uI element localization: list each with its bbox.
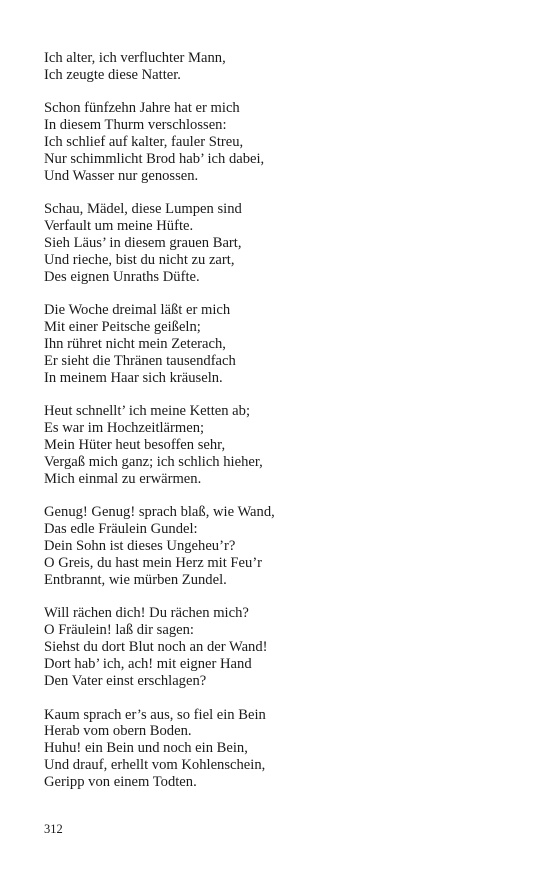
poem-line: Schau, Mädel, diese Lumpen sind (44, 201, 242, 218)
stanza-2 (44, 100, 524, 185)
poem-line: Geripp von einem Todten. (44, 774, 197, 791)
poem-line: Kaum sprach er’s aus, so fiel ein Bein (44, 706, 266, 723)
poem-line: Dein Sohn ist dieses Ungeheu’r? (44, 538, 236, 555)
poem-line: Siehst du dort Blut noch an der Wand! (44, 639, 268, 656)
poem-line: Genug! Genug! sprach blaß, wie Wand, (44, 504, 275, 521)
poem-line: Sieh Läus’ in diesem grauen Bart, (44, 235, 242, 252)
poem-text (44, 50, 524, 808)
poem-line: Und Wasser nur genossen. (44, 167, 199, 184)
poem-line: O Greis, du hast mein Herz mit Feu’r (44, 555, 263, 572)
poem-line: Den Vater einst erschlagen? (44, 673, 207, 690)
poem-line: Entbrannt, wie mürben Zundel. (44, 572, 227, 589)
poem-line: Mit einer Peitsche geißeln; (44, 319, 201, 336)
poem-line: Vergaß mich ganz; ich schlich hieher, (44, 454, 263, 471)
poem-line: Ihn rühret nicht mein Zeterach, (44, 336, 226, 353)
poem-line: Das edle Fräulein Gundel: (44, 521, 198, 538)
poem-line: O Fräulein! laß dir sagen: (44, 622, 194, 639)
poem-line: In diesem Thurm verschlossen: (44, 117, 227, 134)
poem-line: Des eignen Unraths Düfte. (44, 268, 200, 285)
poem-line: In meinem Haar sich kräuseln. (44, 370, 223, 386)
poem-line: Heut schnellt’ ich meine Ketten ab; (44, 403, 250, 420)
stanza-3 (44, 201, 524, 286)
poem-line: Nur schimmlicht Brod hab’ ich dabei, (44, 151, 265, 168)
stanza-7 (44, 605, 524, 690)
poem-line: Die Woche dreimal läßt er mich (44, 302, 231, 319)
poem-line: Er sieht die Thränen tausendfach (44, 353, 236, 370)
poem-line: Ich alter, ich verfluchter Mann, (44, 50, 226, 66)
stanza-8 (44, 707, 524, 792)
poem-line: Verfault um meine Hüfte. (44, 218, 194, 235)
poem-line: Ich zeugte diese Natter. (44, 66, 181, 83)
poem-line: Will rächen dich! Du rächen mich? (44, 605, 249, 622)
poem-line: Und drauf, erhellt vom Kohlenschein, (44, 757, 266, 774)
poem-line: Mein Hüter heut besoffen sehr, (44, 437, 226, 454)
poem-line: Herab vom obern Boden. (44, 723, 192, 740)
poem-line: Ich schlief auf kalter, fauler Streu, (44, 134, 244, 151)
stanza-5 (44, 403, 524, 488)
poem-line: Mich einmal zu erwärmen. (44, 471, 202, 488)
poem-line: Dort hab’ ich, ach! mit eigner Hand (44, 656, 252, 673)
poem-line: Schon fünfzehn Jahre hat er mich (44, 100, 240, 117)
stanza-4 (44, 302, 524, 387)
page-number: 312 (44, 822, 63, 836)
poem-line: Es war im Hochzeitlärmen; (44, 420, 205, 437)
stanza-1 (44, 50, 524, 84)
stanza-6 (44, 504, 524, 589)
poem-line: Huhu! ein Bein und noch ein Bein, (44, 740, 248, 757)
poem-line: Und rieche, bist du nicht zu zart, (44, 252, 235, 269)
